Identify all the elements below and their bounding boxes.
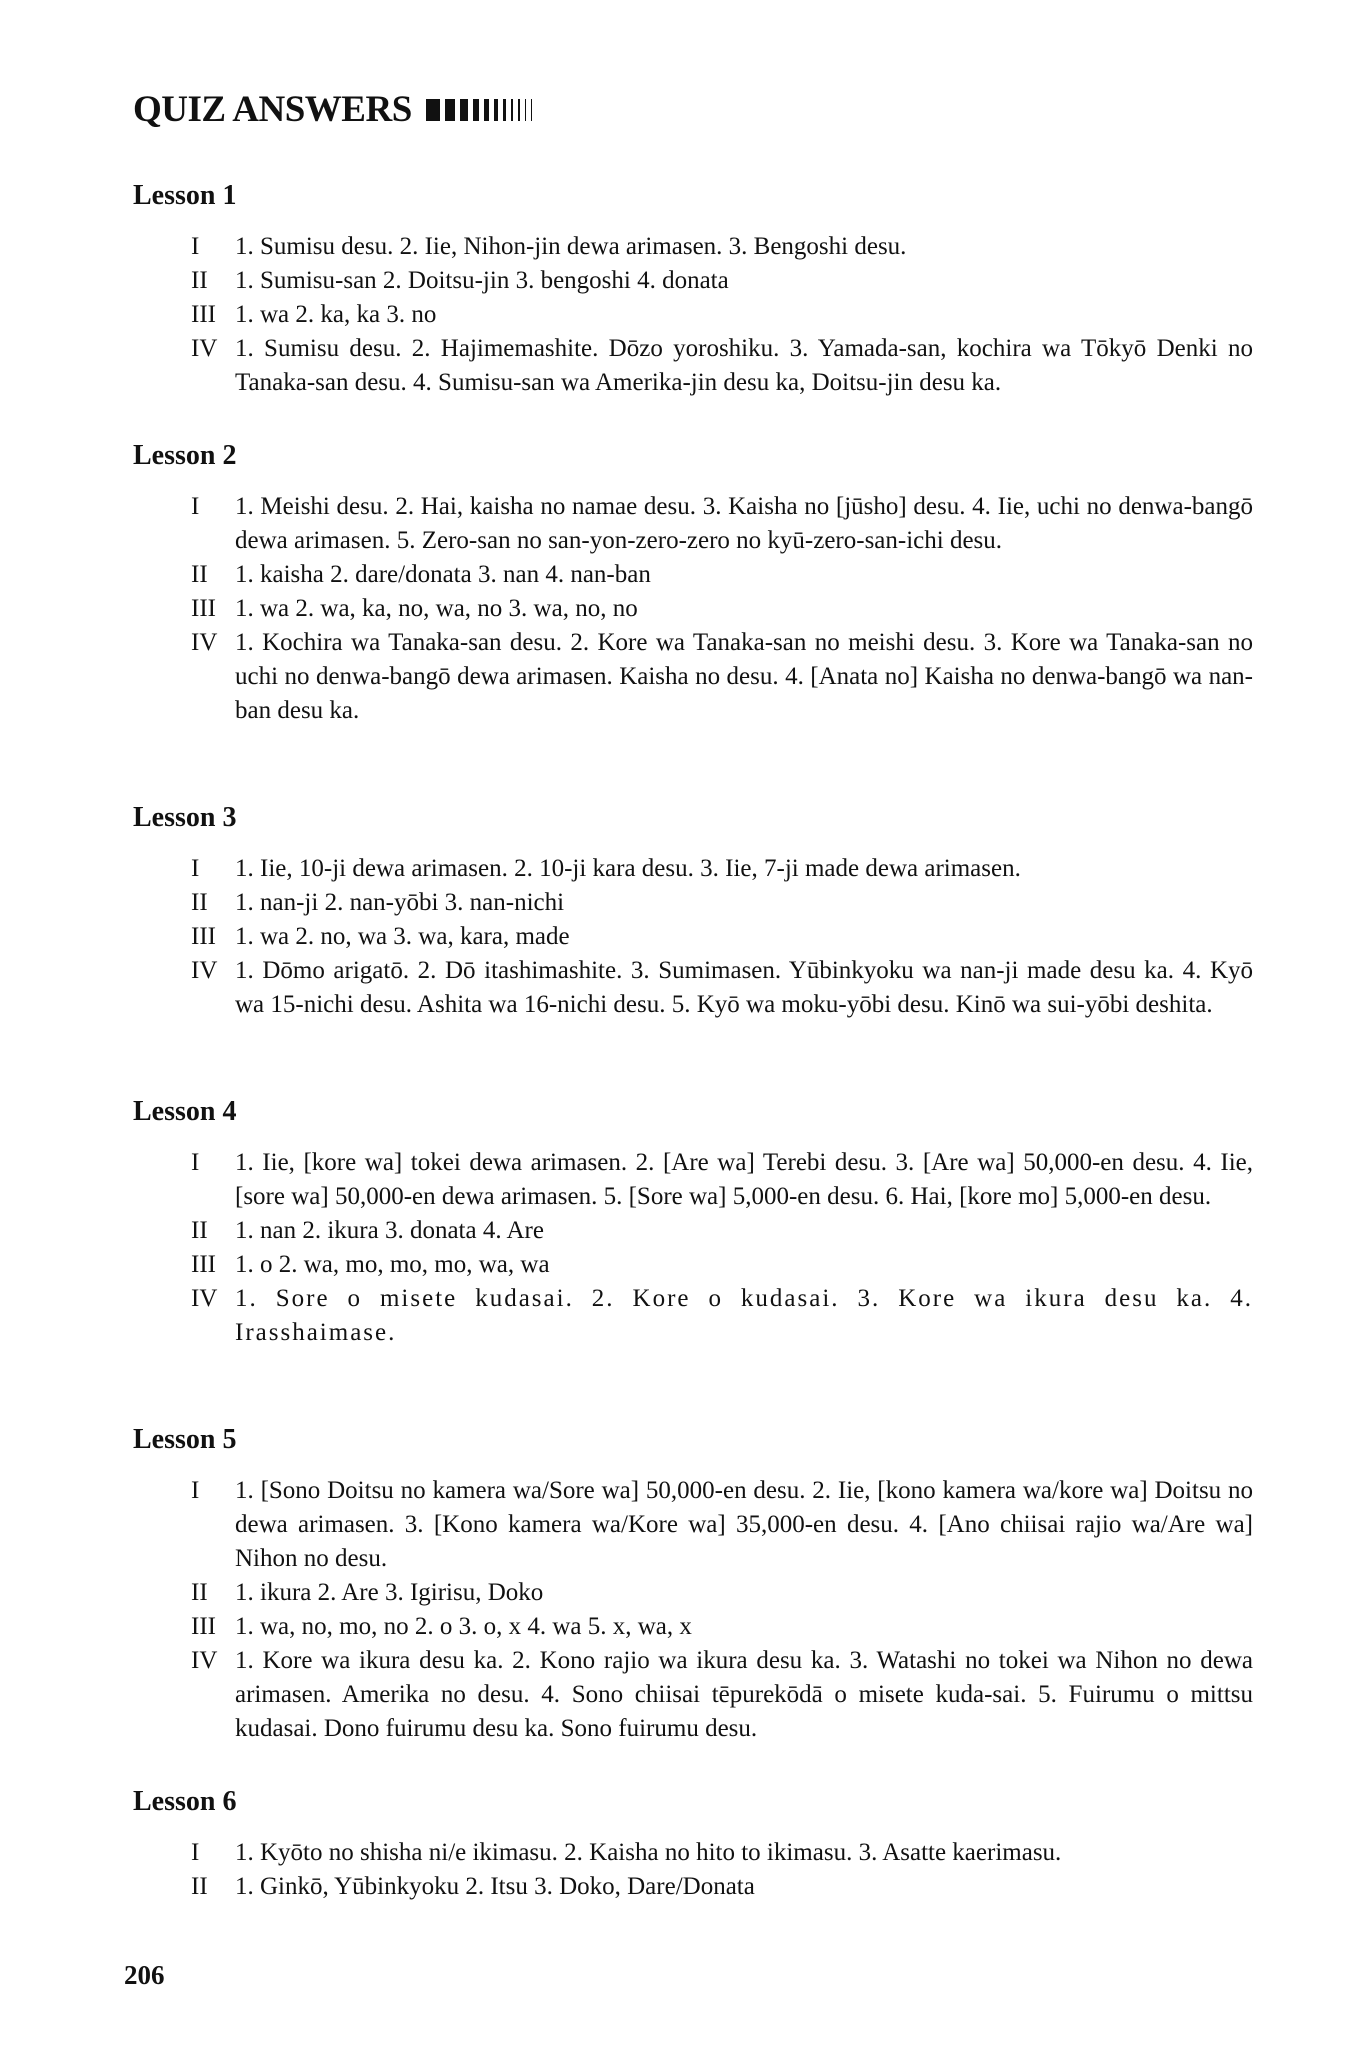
answer-item bbox=[133, 1576, 1253, 1610]
answer-item bbox=[133, 1146, 1253, 1214]
answer-text: 1. Iie, 10-ji dewa arimasen. 2. 10-ji kara desu. 3. Iie, 7-ji made dewa arimasen. bbox=[235, 855, 1021, 882]
answer-item bbox=[133, 920, 1253, 954]
section-numeral: I bbox=[191, 855, 200, 882]
section-numeral: I bbox=[191, 1149, 200, 1176]
section-numeral: II bbox=[191, 267, 208, 294]
answer-text: 1. ikura 2. Are 3. Igirisu, Doko bbox=[235, 1579, 544, 1606]
answer-text: 1. Sumisu desu. 2. Iie, Nihon-jin dewa arimasen. 3. Bengoshi desu. bbox=[235, 233, 907, 260]
answer-item bbox=[133, 954, 1253, 1022]
lesson-section bbox=[133, 802, 1253, 1022]
decorative-bars bbox=[426, 98, 538, 122]
section-numeral: III bbox=[191, 1613, 216, 1640]
page-number: 206 bbox=[124, 1960, 165, 1990]
answer-item bbox=[133, 852, 1253, 886]
answer-text: 1. Iie, [kore wa] tokei dewa arimasen. 2. [Are wa] Terebi desu. 3. [Are wa] 50,000-en desu. 4. Iie, [sore wa] 50,000-en dewa arimasen. 5. [Sore wa] 5,000-en desu. 6. Hai, [kore mo] 5,000-en desu. bbox=[235, 1149, 1253, 1210]
answer-item bbox=[133, 558, 1253, 592]
answer-item bbox=[133, 626, 1253, 728]
answer-text: 1. Sumisu-san 2. Doitsu-jin 3. bengoshi 4. donata bbox=[235, 267, 729, 294]
lesson-title: Lesson 4 bbox=[133, 1096, 237, 1127]
answer-text: 1. Ginkō, Yūbinkyoku 2. Itsu 3. Doko, Dare/Donata bbox=[235, 1873, 755, 1900]
answer-item bbox=[133, 1836, 1253, 1870]
lesson-title: Lesson 6 bbox=[133, 1786, 237, 1817]
section-numeral: IV bbox=[191, 1647, 218, 1674]
section-numeral: II bbox=[191, 1873, 208, 1900]
answer-text: 1. wa 2. ka, ka 3. no bbox=[235, 301, 437, 328]
answer-item bbox=[133, 1644, 1253, 1746]
answer-text: 1. [Sono Doitsu no kamera wa/Sore wa] 50,000-en desu. 2. Iie, [kono kamera wa/kore wa] Doitsu no dewa arimasen. 3. [Kono kamera wa/Kore wa] 35,000-en desu. 4. [Ano chiisai rajio wa/Are wa] Nihon no desu. bbox=[235, 1477, 1253, 1572]
answer-text: 1. Kyōto no shisha ni/e ikimasu. 2. Kaisha no hito to ikimasu. 3. Asatte kaerimasu. bbox=[235, 1839, 1062, 1866]
section-numeral: II bbox=[191, 561, 208, 588]
answer-item bbox=[133, 886, 1253, 920]
section-numeral: I bbox=[191, 493, 200, 520]
section-numeral: I bbox=[191, 1839, 200, 1866]
answer-item bbox=[133, 230, 1253, 264]
answer-item bbox=[133, 1474, 1253, 1576]
answer-item bbox=[133, 1610, 1253, 1644]
answer-text: 1. o 2. wa, mo, mo, mo, wa, wa bbox=[235, 1251, 550, 1278]
lesson-section bbox=[133, 1786, 1253, 1904]
section-numeral: II bbox=[191, 889, 208, 916]
section-numeral: IV bbox=[191, 629, 218, 656]
answer-item bbox=[133, 1282, 1253, 1350]
section-numeral: III bbox=[191, 301, 216, 328]
answer-item bbox=[133, 490, 1253, 558]
lesson-section bbox=[133, 440, 1253, 728]
section-numeral: IV bbox=[191, 1285, 218, 1312]
lesson-section bbox=[133, 180, 1253, 400]
answer-item bbox=[133, 1248, 1253, 1282]
answer-text: 1. Sumisu desu. 2. Hajimemashite. Dōzo yoroshiku. 3. Yamada-san, kochira wa Tōkyō Denki no Tanaka-san desu. 4. Sumisu-san wa Amerika-jin desu ka, Doitsu-jin desu ka. bbox=[235, 335, 1253, 396]
lesson-title: Lesson 1 bbox=[133, 180, 237, 211]
section-numeral: III bbox=[191, 923, 216, 950]
section-numeral: IV bbox=[191, 335, 218, 362]
answer-text: 1. wa, no, mo, no 2. o 3. o, x 4. wa 5. x, wa, x bbox=[235, 1613, 692, 1640]
section-numeral: II bbox=[191, 1217, 208, 1244]
lesson-title: Lesson 5 bbox=[133, 1424, 237, 1455]
section-numeral: I bbox=[191, 233, 200, 260]
answer-item bbox=[133, 592, 1253, 626]
lesson-title: Lesson 2 bbox=[133, 440, 237, 471]
answer-text: 1. Sore o misete kudasai. 2. Kore o kudasai. 3. Kore wa ikura desu ka. 4. Irasshaimase. bbox=[235, 1285, 1253, 1346]
section-numeral: I bbox=[191, 1477, 200, 1504]
answer-item bbox=[133, 1214, 1253, 1248]
lesson-title: Lesson 3 bbox=[133, 802, 237, 833]
answer-text: 1. Dōmo arigatō. 2. Dō itashimashite. 3. Sumimasen. Yūbinkyoku wa nan-ji made desu ka. 4. Kyō wa 15-nichi desu. Ashita wa 16-nichi desu. 5. Kyō wa moku-yōbi desu. Kinō wa sui-yōbi deshita. bbox=[235, 957, 1253, 1018]
answer-text: 1. nan-ji 2. nan-yōbi 3. nan-nichi bbox=[235, 889, 565, 916]
lesson-section bbox=[133, 1096, 1253, 1350]
answer-text: 1. wa 2. wa, ka, no, wa, no 3. wa, no, no bbox=[235, 595, 638, 622]
lesson-section bbox=[133, 1424, 1253, 1746]
answer-text: 1. Meishi desu. 2. Hai, kaisha no namae desu. 3. Kaisha no [jūsho] desu. 4. Iie, uchi no denwa-bangō dewa arimasen. 5. Zero-san no san-yon-zero-zero no kyū-zero-san-ichi desu. bbox=[235, 493, 1253, 554]
page-title: QUIZ ANSWERS bbox=[133, 89, 412, 130]
section-numeral: II bbox=[191, 1579, 208, 1606]
answer-item bbox=[133, 298, 1253, 332]
answer-text: 1. wa 2. no, wa 3. wa, kara, made bbox=[235, 923, 570, 950]
section-numeral: III bbox=[191, 595, 216, 622]
answer-text: 1. Kore wa ikura desu ka. 2. Kono rajio wa ikura desu ka. 3. Watashi no tokei wa Nihon no dewa arimasen. Amerika no desu. 4. Sono chiisai tēpurekōdā o misete kuda-sai. 5. Fuirumu o mittsu kudasai. Dono fuirumu desu ka. Sono fuirumu desu. bbox=[235, 1647, 1253, 1742]
section-numeral: IV bbox=[191, 957, 218, 984]
answer-text: 1. nan 2. ikura 3. donata 4. Are bbox=[235, 1217, 544, 1244]
answer-item bbox=[133, 264, 1253, 298]
answer-text: 1. Kochira wa Tanaka-san desu. 2. Kore wa Tanaka-san no meishi desu. 3. Kore wa Tanaka-san no uchi no denwa-bangō dewa arimasen. Kaisha no desu. 4. [Anata no] Kaisha no denwa-bangō wa nan-ban desu ka. bbox=[235, 629, 1253, 724]
section-numeral: III bbox=[191, 1251, 216, 1278]
page-header bbox=[133, 88, 537, 131]
answer-text: 1. kaisha 2. dare/donata 3. nan 4. nan-ban bbox=[235, 561, 651, 588]
answer-item bbox=[133, 332, 1253, 400]
answer-item bbox=[133, 1870, 1253, 1904]
